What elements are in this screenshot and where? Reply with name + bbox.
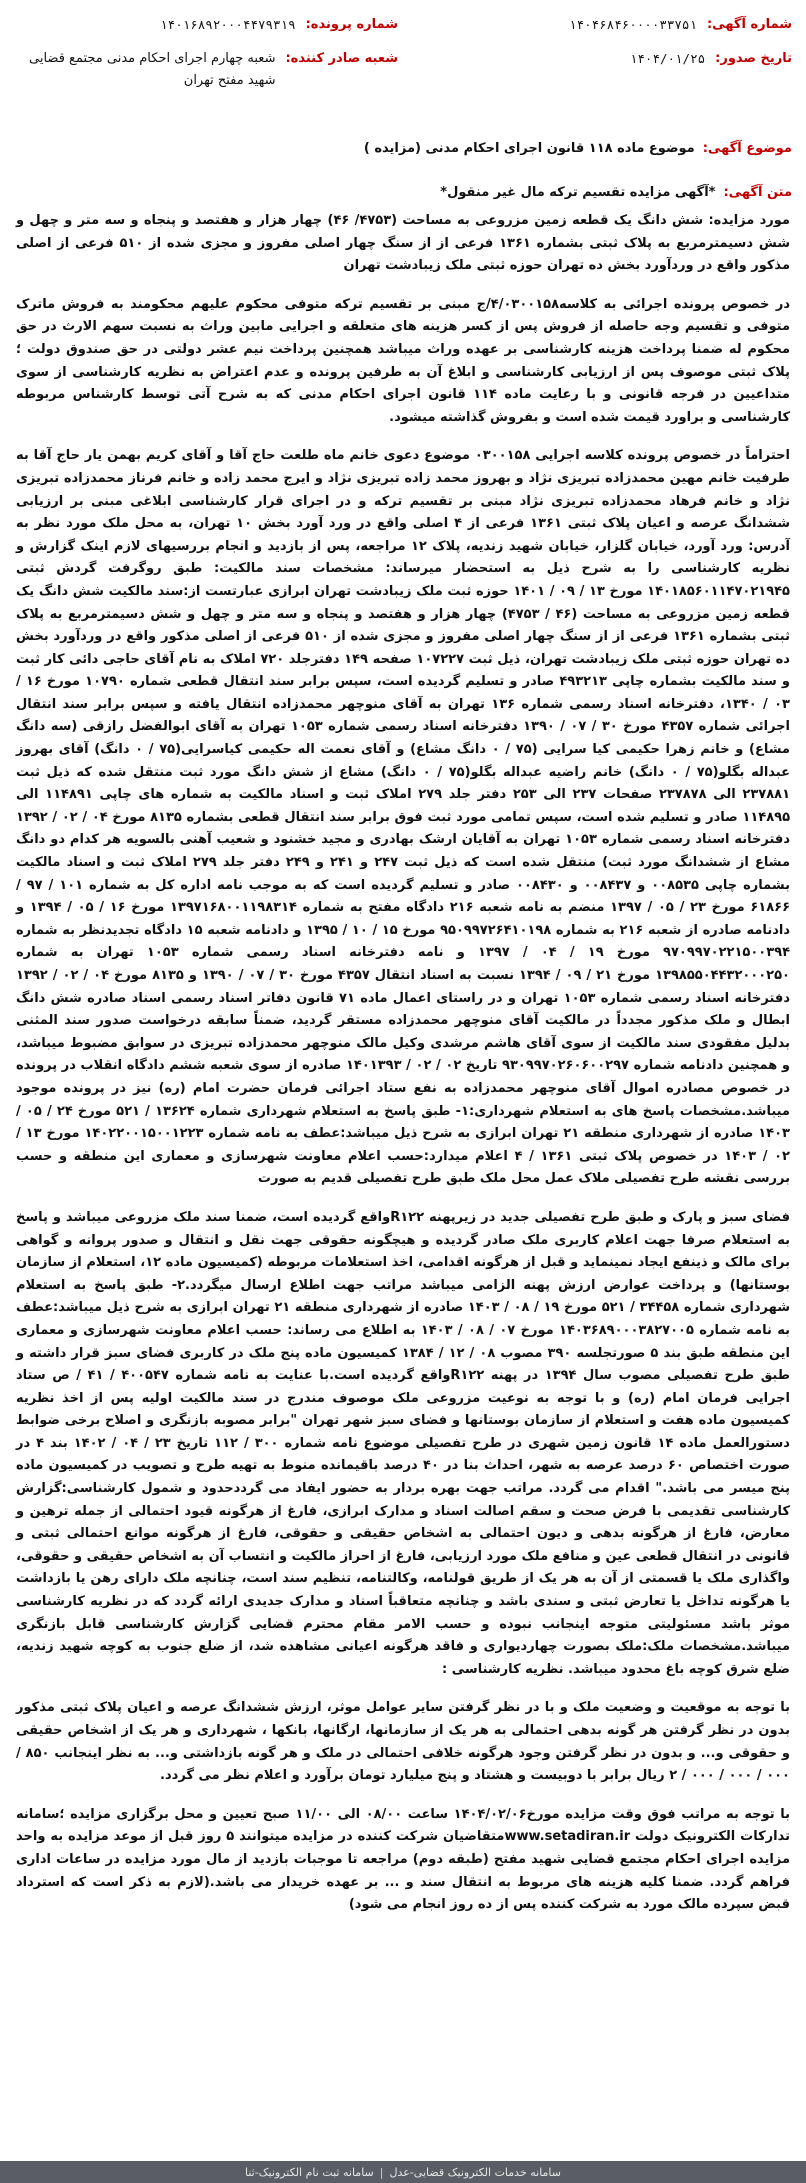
issue-date-value: ۱۴۰۴/۰۱/۲۵ <box>629 51 706 66</box>
notice-header <box>18 14 792 112</box>
footer-adl-link[interactable]: سامانه خدمات الکترونیک قضایی-عدل <box>389 2165 562 2179</box>
issue-date-row <box>412 48 792 70</box>
footer-separator: | <box>379 2165 384 2179</box>
notice-body <box>16 210 790 1933</box>
header-left-column <box>18 14 398 104</box>
expert-report-paragraph: احتراماً در خصوص پرونده کلاسه اجرایی ۰۳۰۰۱۵۸ موضوع دعوی خانم ماه طلعت حاج آقا و آقای کریم بهمن یار حاج آقا به طرفیت خانم مهین محمدزاده تبریزی نژاد و بهروز محمد زاده تبریزی نژاد و ایرج محمد زاده و خانم فرناز محمدزاده تبریزی نژاد و خانم فرهاد محمدزاده تبریزی نژاد مبنی بر تقسیم ترکه و در اجرای قرار کارشناسی ابلاغی مبنی بر ارزیابی ششدانگ عرصه و اعیان پلاک ثبتی ۱۳۶۱ فرعی از ۴ اصلی واقع در ورد آورد بخش ۱۰ تهران، به محل ملک مورد نظر به آدرس: ورد آورد، خیابان گلزار، خیابان شهید زندیه، پلاک ۱۲ مراجعه، پس از بازدید و انجام بررسیهای لازم اینک گزارش و نظریه کارشناسی را به شرح ذیل به استحضار میرساند: مشخصات سند مالکیت: طبق روگرفت گردش ثبتی ۱۴۰۱۸۵۶۰۱۱۴۷۰۲۱۹۴۵ مورخ ۱۳ / ۰۹ / ۱۴۰۱ حوزه ثبت ملک زیبادشت تهران ابرازی عبارتست از:سند مالکیت شش دانگ یک قطعه زمین مزروعی به مساحت (۴۶ / ۴۷۵۳) چهار هزار و هفتصد و پنجاه و سه متر و چهل و شش دسیمترمربع به پلاک ثبتی بشماره ۱۳۶۱ فرعی از از سنگ چهار اصلی مفروز و مجزی شده از ۵۱۰ فرعی از اصلی مذکور واقع در وردآورد بخش ده تهران حوزه ثبتی ملک زیبادشت تهران، ذیل ثبت ۱۰۷۲۲۷ صفحه ۱۴۹ دفترجلد ۷۲۰ املاک به نام آقای حاجی دائی کار ثبت و سند مالکیت بشماره چاپی ۴۹۳۲۱۳ صادر و تسلیم گردیده است، سپس برابر سند انتقال قطعی شماره ۱۰۷۹۰ مورخ ۱۶ / ۰۳ / ۱۳۴۰، دفترخانه اسناد رسمی شماره ۱۳۶ تهران به آقای منوچهر محمدزاده انتقال یافته و سپس برابر سند انتقال اجرائی شماره ۴۳۵۷ مورخ ۳۰ / ۰۷ / ۱۳۹۰ دفترخانه اسناد رسمی شماره ۱۰۵۳ تهران به آقای ابوالفضل رازقی (سه دانگ مشاع) و خانم زهرا حکیمی کیا سرایی (۷۵ / ۰ دانگ مشاع) و آقای نعمت اله حکیمی کیاسرایی(۷۵ / ۰ دانگ) آقای بهروز عبداله بگلو(۷۵ / ۰ دانگ) خانم راضیه عبداله بگلو(۷۵ / ۰ دانگ) مشاع از شش دانگ مورد ثبت منتقل شده که ذیل ثبت ۲۳۷۸۸۱ الی ۲۳۷۸۷۸ صفحات ۲۳۷ الی ۲۵۳ دفتر جلد ۲۷۹ املاک ثبت و اسناد مالکیت به شماره های چاپی ۱۱۴۸۹۱ الی ۱۱۴۸۹۵ صادر و تسلیم شده است، سپس تمامی مورد ثبت فوق برابر سند انتقال قطعی بشماره ۸۱۳۵ مورخ ۰۴ / ۰۲ / ۱۳۹۲ دفترخانه اسناد رسمی شماره ۱۰۵۳ تهران به آقایان ارشک بهادری و مجید خشنود و شعیب آهنی بالسویه هر کدام دو دانگ مشاع از ششدانگ مورد ثبت) منتقل شده است که ذیل ثبت ۲۴۷ و ۲۴۱ و ۲۴۹ دفتر جلد ۲۷۹ املاک ثبت و اسناد مالکیت بشماره چاپی ۰۰۸۵۳۵ و ۰۰۸۴۳۷ و ۰۰۸۴۳۰ صادر و تسلیم گردیده است که به موجب نامه اداره کل به شماره ۱۰۱ / ۹۷ / ۶۱۸۶۶ مورخ ۲۳ / ۰۵ / ۱۳۹۷ منضم به نامه شعبه ۲۱۶ دادگاه مفتح به شماره ۱۳۹۷۱۶۸۰۰۱۱۹۸۳۱۴ مورخ ۱۶ / ۰۵ / ۱۳۹۴ و دادنامه صادره از شعبه ۲۱۶ به شماره ۹۵۰۹۹۷۲۶۴۱۰۱۹۸ مورخ ۱۵ / ۱۰ / ۱۳۹۵ و دادنامه شعبه ۱۵ دادگاه تجدیدنظر به شماره ۹۷۰۹۹۷۰۲۲۱۵۰۰۳۹۴ مورخ ۱۹ / ۰۴ / ۱۳۹۷ و نامه دفترخانه اسناد رسمی شماره ۱۰۵۳ تهران به شماره ۱۳۹۸۵۵۰۴۴۳۲۰۰۰۲۵۰ مورخ ۲۱ / ۰۹ / ۱۳۹۴ نسبت به اسناد انتقال ۴۳۵۷ مورخ ۳۰ / ۰۷ / ۱۳۹۰ و ۸۱۳۵ مورخ ۰۴ / ۰۲ / ۱۳۹۲ دفترخانه اسناد رسمی شماره ۱۰۵۳ تهران و در راستای اعمال ماده ۷۱ قانون دفاتر اسناد رسمی اسناد صادره شش دانگ ابطال و ملک مذکور مجدداً در مالکیت آقای منوچهر محمدزاده مستقر گردید، ضمناً سابقه درخواست صدور سند المثنی بدلیل مفقودی سند مالکیت از سوی آقای هاشم مرشدی وکیل مالک منوچهر محمدزاده تبریزی در سوابق مضبوط میباشد، و همچنین دادنامه شماره ۹۳۰۹۹۷۰۲۶۰۶۰۰۲۹۷ تاریخ ۰۲ / ۰۲ / ۱۴۰۱۳۹۳ صادره از سوی شعبه ششم دادگاه انقلاب در پرونده در خصوص مصادره اموال آقای منوچهر محمدزاده به نفع ستاد اجرائی فرمان حضرت امام (ره) نیز در پرونده موجود میباشد.مشخصات پاسخ های به استعلام شهرداری:۱- طبق پاسخ به استعلام شهرداری شماره ۱۳۶۲۴ / ۵۲۱ مورخ ۲۴ / ۰۵ / ۱۴۰۳ صادره از شهرداری منطقه ۲۱ تهران ابرازی به شرح ذیل میباشد:عطف به نامه شماره ۱۴۰۲۲۰۰۱۵۰۰۱۲۲۳ مورخ ۱۳ / ۰۲ / ۱۴۰۳ در خصوص پلاک ثبتی ۱۳۶۱ / ۴ اعلام میدارد:حسب اعلام معاونت شهرسازی و معماری این منطقه و حسب بررسی نقشه طرح تفصیلی ملاک عمل محل ملک طبق طرح تفصیلی قدیم به صورت <box>16 448 791 1187</box>
header-right-column <box>412 14 792 82</box>
issuing-branch-value: شعبه چهارم اجرای احکام مدنی مجتمع قضایی شهید مفتح تهران <box>29 51 276 88</box>
text-title-row <box>18 182 792 204</box>
subject-row <box>18 138 792 160</box>
file-number-row <box>18 14 398 36</box>
auction-item-paragraph: مورد مزایده: شش دانگ یک قطعه زمین مزروعی به مساحت (۴۷۵۳/ ۴۶) چهار هزار و هفتصد و پنجاه و سه متر و چهل و شش دسیمترمربع به پلاک ثبتی بشماره ۱۳۶۱ فرعی از از سنگ چهار اصلی مفروز و مجزی شده از ۵۱۰ فرعی از اصلی مذکور واقع در وردآورد بخش ده تهران حوزه ثبتی ملک زیبادشت تهران <box>16 213 790 274</box>
valuation-paragraph: با توجه به موقعیت و وضعیت ملک و با در نظر گرفتن سایر عوامل موثر، ارزش ششدانگ عرصه و اعیان پلاک ثبتی مذکور بدون در نظر گرفتن هر گونه بدهی احتمالی به هر یک از سازمانها، ارگانها، بانکها ، شهرداری و هر یک از اشخاص حقیقی و حقوقی و... و بدون در نظر گرفتن وجود هرگونه خلافی احتمالی در ملک و هر گونه بازداشتی و... به نظر اینجانب ۸۵۰ / ۰۰۰ / ۰۰۰ / ۰۰۰ / ۲ ریال برابر با دوبیست و هشتاد و پنج میلیارد تومان برآورد و اعلام نظر می گردد. <box>16 1700 790 1784</box>
file-number-label: شماره پرونده: <box>305 17 398 32</box>
file-number-value: ۱۴۰۱۶۸۹۲۰۰۰۴۴۷۹۳۱۹ <box>160 17 296 32</box>
footer-bar <box>0 2161 806 2183</box>
footer-sana-link[interactable]: سامانه ثبت نام الکترونیک-ثنا <box>244 2165 374 2179</box>
issuing-branch-row <box>18 48 398 92</box>
text-title: *آگهی مزایده تقسیم ترکه مال غیر منقول* <box>440 185 716 200</box>
municipality-inquiry-paragraph: فضای سبز و پارک و طبق طرح تفصیلی جدید در زیرپهنه R۱۲۲واقع گردیده است، ضمنا سند ملک مزروعی میباشد و پاسخ به استعلام صرفا جهت اعلام کاربری ملک صادر گردیده و هیچگونه حقوقی جهت نقل و انتقال و صدور پروانه و گواهی برای مالک و ذینفع ایجاد نمینماید و قبل از هرگونه اقدامی، اخذ استعلامات مربوطه (کمیسیون ماده ۱۲، استعلام از سازمان بوستانها) و پرداخت عوارض ارزش پهنه الزامی میباشد مراتب جهت اطلاع ارسال میگردد.۲- طبق پاسخ به استعلام شهرداری شماره ۳۴۴۵۸ / ۵۲۱ مورخ ۱۹ / ۰۸ / ۱۴۰۳ صادره از شهرداری منطقه ۲۱ تهران ابرازی به شرح ذیل میباشد:عطف به نامه شماره ۱۴۰۳۶۸۹۰۰۰۳۸۲۷۰۰۵ مورخ ۰۷ / ۰۸ / ۱۴۰۳ به اطلاع می رساند: حسب اعلام معاونت شهرسازی و معماری این منطقه طبق بند ۵ صورتجلسه ۳۹۰ مصوب ۰۸ / ۱۲ / ۱۳۸۴ کمیسیون ماده پنج ملک در کاربری فضای سبز قرار داشته و طبق طرح تفصیلی مصوب سال ۱۳۹۴ در پهنه R۱۲۲واقع گردیده است.با عنایت به نامه شماره ۴۰۰۵۴۷ / ۴۱ / ص ستاد اجرایی فرمان امام (ره) و با توجه به نوعیت مزروعی ملک موصوف مندرج در سند مالکیت اولیه پس از اخذ نظریه کمیسیون ماده هفت و استعلام از سازمان بوستانها و فضای سبز شهر تهران "برابر مصوبه بازنگری و اصلاح برخی ضوابط دستورالعمل ماده ۱۴ قانون زمین شهری در طرح تفصیلی موضوع نامه شماره ۳۰۰ / ۱۱۲ تاریخ ۲۳ / ۰۴ / ۱۴۰۲ بند ۴ در صورت اختصاص ۶۰ درصد عرصه به شهر، احداث بنا در ۴۰ درصد باقیمانده منوط به تهیه طرح و تصویب در کمیسیون ماده پنج میسر می باشد." اقدام می گردد. مراتب جهت بهره بردار به حضور ایفاد می گرددحدود و شمول کارشناسی:گزارش کارشناسی تقدیمی با فرض صحت و سقم اصالت اسناد و مدارک ابرازی، فارغ از هرگونه قیود احتمالی از جمله ترهین و معارض، فارغ از هرگونه بدهی و دیون احتمالی به اشخاص حقیقی و حقوقی، فارغ از هرگونه موانع احتمالی ثبتی و قانونی در انتقال قطعی عین و منافع ملک مورد ارزیابی، فارغ از احراز مالکیت و انتساب آن به اشخاص حقیقی و حقوقی، واگذاری ملک یا قسمتی از آن به هر یک از طریق قولنامه، وکالتنامه، تنظیم سند است، چنانچه ملک دارای رهن یا بازداشت یا هرگونه تداخل یا تعارض ثبتی و سندی باشد و چنانچه متعاقباً اسناد و مدارک جدیدی ارائه گردد که در نظریه کارشناسی موثر باشد مسئولیتی متوجه اینجانب نبوده و حسب الامر مقام محترم قضایی گزارش کارشناسی قابل بازنگری میباشد.مشخصات ملک:ملک بصورت چهاردیواری و فاقد هرگونه اعیانی مشاهده شد، از ضلع جنوب به کوچه شهید زندیه، ضلع شرق کوچه باغ محدود میباشد. نظریه کارشناسی : <box>16 1209 791 1677</box>
execution-file-paragraph: در خصوص پرونده اجرائی به کلاسه۴/۰۳۰۰۱۵۸/ج مبنی بر تقسیم ترکه متوفی محکوم علیهم محکومند به فروش ماترک متوفی و تقسیم وجه حاصله از فروش پس از کسر هزینه های متعلقه و اجرایی مابین وراث به نسبت سهم الارث در حق محکوم له ضمنا پرداخت هزینه کارشناسی بر عهده وراث میباشد همچنین پرداخت نیم عشر دولتی در حق صندوق دولت ؛ پلاک ثبتی موصوف پس از ارزیابی کارشناسی و ابلاغ آن به طرفین پرونده و عدم اعتراض به نظریه کارشناسی از سوی متداعیین در فرجه قانونی و با رعایت ماده ۱۱۴ قانون اجرای احکام مدنی که به شرح آتی توسط کارشناس مربوطه کارشناسی و براورد قیمت شده است و بفروش گذاشته میشود. <box>16 296 791 425</box>
issuing-branch-label: شعبه صادر کننده: <box>285 51 398 66</box>
text-label: متن آگهی: <box>723 185 792 200</box>
subject-label: موضوع آگهی: <box>702 141 792 156</box>
issue-date-label: تاریخ صدور: <box>715 51 792 66</box>
ad-number-row <box>412 14 792 36</box>
ad-number-label: شماره آگهی: <box>706 17 792 32</box>
auction-time-paragraph: با توجه به مراتب فوق وقت مزایده مورخ۱۴۰۴/۰۲/۰۶ ساعت ۰۸/۰۰ الی ۱۱/۰۰ صبح تعیین و محل برگزاری مزایده ؛سامانه تدارکات الکترونیک دولت www.setadiran.irمتقاضیان شرکت کننده در مزایده میتوانند ۵ روز قبل از موعد مزایده به واحد مزایده اجرای احکام مجتمع قضایی شهید مفتح (طبقه دوم) مراجعه تا موجبات بازدید از مال مورد مزایده در ساعات اداری فراهم گردد. ضمنا کلیه هزینه های مربوط به انتقال سند و ... بر عهده خریدار می باشد.(لازم به ذکر است که استرداد قبض سپرده مالک مورد به شرکت کننده پس از ده روز انجام می شود) <box>16 1806 791 1913</box>
ad-number-value: ۱۴۰۴۶۸۴۶۰۰۰۰۳۳۷۵۱ <box>569 17 697 32</box>
subject-value: موضوع ماده ۱۱۸ قانون اجرای احکام مدنی (مزایده ) <box>363 141 695 156</box>
